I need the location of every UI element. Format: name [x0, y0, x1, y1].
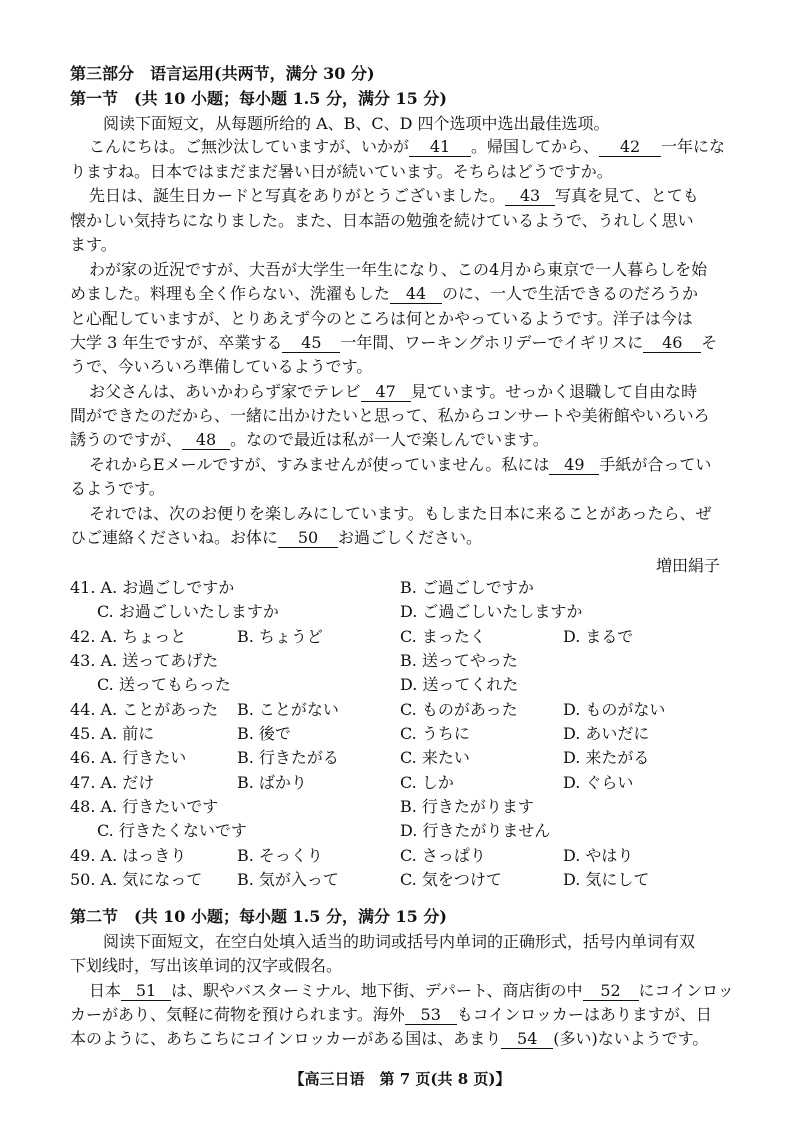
option-49d: D. やはり [563, 846, 634, 865]
option-46b: B. 行きたがる [237, 748, 339, 767]
passage-line: 先日は、誕生日カードと写真をありがとうございました。 43 写真を見て、とても [89, 186, 699, 205]
passage-line: それでは、次のお便りを楽しみにしています。もしまた日本に来ることがあったら、ぜ [89, 504, 712, 523]
option-45a: 45. A. 前に [70, 724, 155, 743]
option-46c: C. 来たい [400, 748, 470, 767]
blank-48: 48 [182, 431, 230, 450]
part3-title: 第三部分 语言运用(共两节，满分 30 分) [70, 64, 375, 83]
blank-44: 44 [390, 285, 442, 304]
passage-line: りますね。日本ではまだまだ暑い日が続いています。そちらはどうですか。 [70, 162, 613, 181]
option-44a: 44. A. ことがあった [70, 700, 219, 719]
option-45b: B. 後で [237, 724, 291, 743]
option-44d: D. ものがない [563, 700, 666, 719]
option-47a: 47. A. だけ [70, 773, 155, 792]
option-46a: 46. A. 行きたい [70, 748, 187, 767]
passage-line: 間ができたのだから、一緒に出かけたいと思って、私からコンサートや美術館やいろいろ [70, 406, 710, 425]
blank-46: 46 [643, 334, 701, 353]
passage-line: るようです。 [70, 479, 165, 498]
option-43a: 43. A. 送ってあげた [70, 651, 219, 670]
blank-53: 53 [405, 1006, 457, 1025]
passage-line: うで、今いろいろ準備しているようです。 [70, 357, 373, 376]
blank-41: 41 [409, 138, 471, 157]
blank-42: 42 [599, 138, 661, 157]
blank-50: 50 [278, 529, 338, 548]
option-44c: C. ものがあった [400, 700, 518, 719]
passage-line: ひご連絡くださいね。お体に 50 お過ごしください。 [70, 528, 483, 547]
passage2-line: 本のように、あちこちにコインロッカーがある国は、あまり 54 (多い)ないようです。 [70, 1029, 709, 1048]
passage-line: めました。料理も全く作らない、洗濯もした 44 のに、一人で生活できるのだろうか [70, 284, 699, 303]
option-46d: D. 来たがる [563, 748, 650, 767]
option-41a: 41. A. お過ごしですか [70, 578, 235, 597]
blank-43: 43 [505, 187, 555, 206]
passage-line: お父さんは、あいかわらず家でテレビ 47 見ています。せっかく退職して自由な時 [89, 382, 698, 401]
option-45c: C. うちに [400, 724, 470, 743]
option-48a: 48. A. 行きたいです [70, 797, 219, 816]
option-47b: B. ばかり [237, 773, 307, 792]
passage-line: と心配していますが、とりあえず今のところは何とかやっているようです。洋子は今は [70, 309, 693, 328]
option-47d: D. ぐらい [563, 773, 634, 792]
option-42d: D. まるで [563, 627, 634, 646]
option-48c: C. 行きたくないです [97, 821, 247, 840]
option-50d: D. 気にして [563, 870, 650, 889]
passage-line: こんにちは。ご無沙汰していますが、いかが 41 。帰国してから、 42 一年にな [89, 137, 726, 156]
option-43c: C. 送ってもらった [97, 675, 231, 694]
option-42a: 42. A. ちょっと [70, 627, 187, 646]
option-49a: 49. A. はっきり [70, 846, 187, 865]
passage-line: 大学 3 年生ですが、卒業する 45 一年間、ワーキングホリデーでイギリスに 46 そ [70, 333, 718, 352]
option-41c: C. お過ごしいたしますか [97, 602, 279, 621]
option-48b: B. 行きたがります [400, 797, 534, 816]
section2-instructions: 下划线时，写出该单词的汉字或假名。 [70, 956, 343, 975]
option-42b: B. ちょうど [237, 627, 323, 646]
page-footer: 【高三日语 第 7 页(共 8 页)】 [289, 1070, 511, 1088]
option-41b: B. ご過ごしですか [400, 578, 534, 597]
option-42c: C. まったく [400, 627, 486, 646]
blank-52: 52 [583, 982, 639, 1001]
blank-47: 47 [361, 383, 411, 402]
section2-title: 第二节 (共 10 小题；每小题 1.5 分，满分 15 分) [70, 907, 447, 926]
option-49b: B. そっくり [237, 846, 323, 865]
option-50a: 50. A. 気になって [70, 870, 203, 889]
option-44b: B. ことがない [237, 700, 339, 719]
blank-45: 45 [282, 334, 340, 353]
blank-54: 54 [501, 1030, 553, 1049]
passage2-line: 日本 51 は、駅やバスターミナル、地下街、デパート、商店街の中 52 にコインロッ [89, 981, 734, 1000]
passage-line: ます。 [70, 235, 117, 254]
option-47c: C. しか [400, 773, 454, 792]
blank-49: 49 [549, 456, 599, 475]
option-50b: B. 気が入って [237, 870, 339, 889]
section2-instructions: 阅读下面短文，在空白处填入适当的助词或括号内单词的正确形式，括号内单词有双 [103, 932, 696, 951]
option-43b: B. 送ってやった [400, 651, 518, 670]
option-45d: D. あいだに [563, 724, 650, 743]
passage-line: 懐かしい気持ちになりました。また、日本語の勉強を続けているようで、うれしく思い [70, 211, 694, 230]
option-41d: D. ご過ごしいたしますか [400, 602, 583, 621]
option-43d: D. 送ってくれた [400, 675, 519, 694]
passage-line: わが家の近況ですが、大吾が大学生一年生になり、この4月から東京で一人暮らしを始 [89, 260, 708, 279]
option-48d: D. 行きたがりません [400, 821, 551, 840]
letter-signature: 増田絹子 [655, 556, 720, 575]
blank-51: 51 [121, 982, 171, 1001]
passage-line: それからEメールですが、すみませんが使っていません。私には 49 手紙が合ってい [89, 455, 712, 474]
section1-title: 第一节 (共 10 小题；每小题 1.5 分，满分 15 分) [70, 89, 447, 108]
section1-instructions: 阅读下面短文，从每题所给的 A、B、C、D 四个选项中选出最佳选项。 [103, 114, 610, 133]
passage-line: 誘うのですが、 48 。なので最近は私が一人で楽しんでいます。 [70, 430, 549, 449]
option-49c: C. さっぱり [400, 846, 486, 865]
option-50c: C. 気をつけて [400, 870, 502, 889]
passage2-line: カーがあり、気軽に荷物を預けられます。海外 53 もコインロッカーはありますが、日 [70, 1005, 712, 1024]
